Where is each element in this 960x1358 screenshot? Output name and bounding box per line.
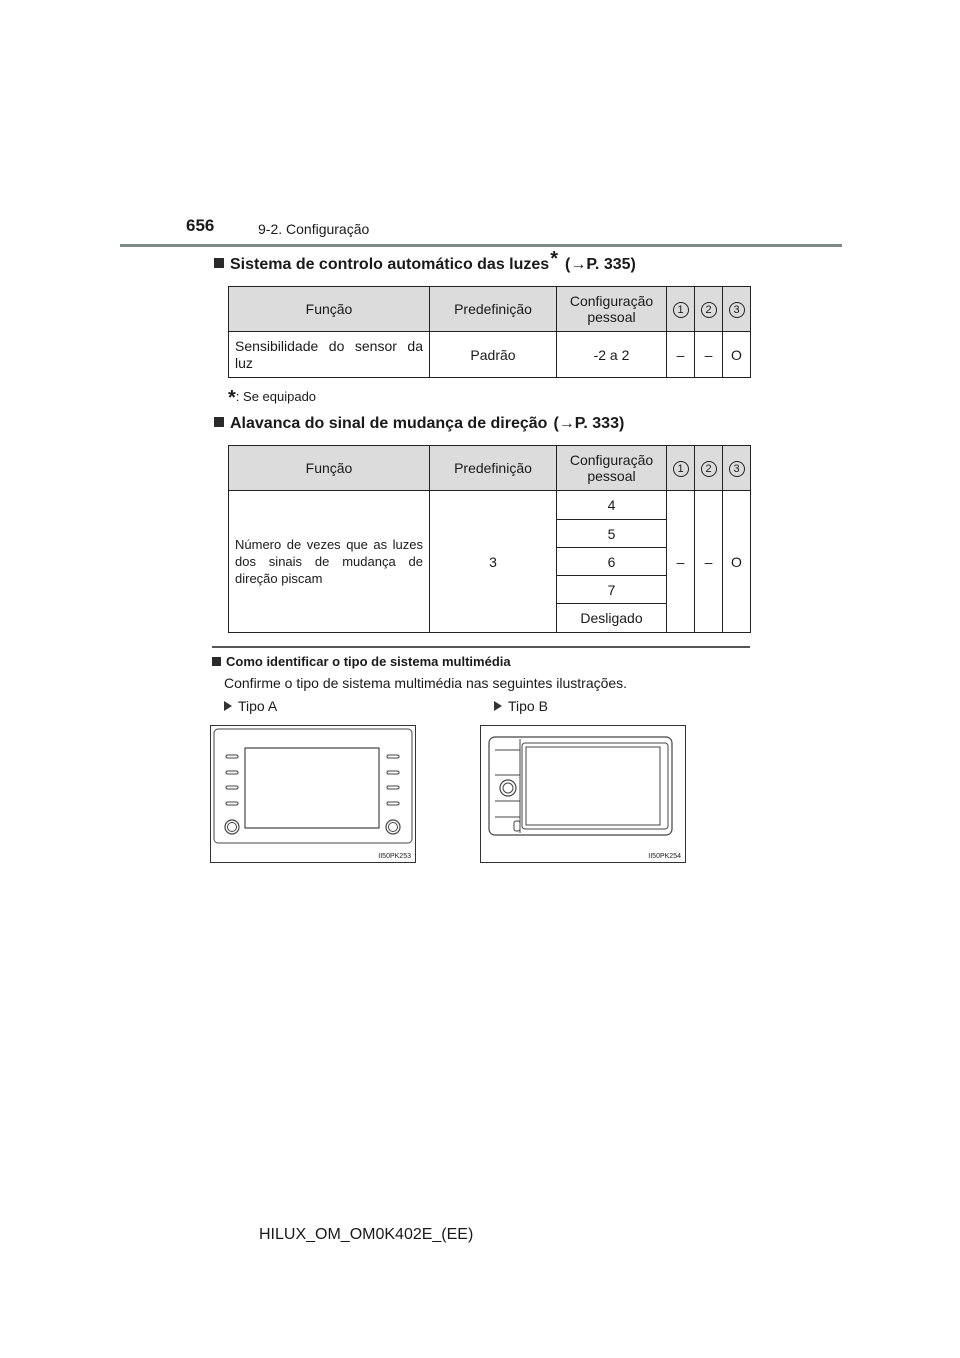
triangle-bullet-icon [494, 701, 502, 711]
header-function: Função [229, 287, 430, 332]
cell-option: 4 [557, 491, 667, 520]
multimedia-type-a-icon [210, 725, 416, 863]
chapter-title: 9-2. Configuração [258, 221, 370, 237]
cell-personal: -2 a 2 [557, 332, 667, 378]
square-bullet-icon [212, 657, 221, 666]
page-reference: (→P. 335) [564, 256, 636, 273]
section-heading-turn-signal [214, 415, 624, 433]
cell-col-3: O [723, 332, 751, 378]
illustration-code: II50PK253 [378, 853, 411, 860]
type-b-label [494, 698, 548, 714]
cell-col-3: O [723, 491, 751, 633]
cell-default: 3 [430, 491, 557, 633]
note-separator [212, 646, 750, 648]
section-title: Alavanca do sinal de mudança de direção [230, 415, 548, 432]
triangle-bullet-icon [224, 701, 232, 711]
footnote-text: : Se equipado [235, 389, 317, 404]
header-function: Função [229, 446, 430, 491]
type-a-text: Tipo A [238, 698, 278, 714]
illustration-type-b [480, 725, 686, 863]
footnote [228, 384, 316, 407]
circled-2-icon: 2 [701, 461, 717, 477]
cell-col-2: – [695, 491, 723, 633]
circled-1-icon: 1 [673, 461, 689, 477]
cell-option: Desligado [557, 604, 667, 633]
header-personal: Configuração pessoal [557, 287, 667, 332]
header-col-1 [667, 287, 695, 332]
section-title: Sistema de controlo automático das luzes [230, 256, 550, 273]
cell-col-2: – [695, 332, 723, 378]
header-col-3 [723, 287, 751, 332]
header-default: Predefinição [430, 446, 557, 491]
type-a-label [224, 698, 277, 714]
circled-2-icon: 2 [701, 302, 717, 318]
settings-table-auto-lights [228, 286, 751, 378]
header-rule [120, 244, 842, 247]
header-default: Predefinição [430, 287, 557, 332]
header-col-2 [695, 446, 723, 491]
cell-function: Sensibilidade do sensor da luz [229, 332, 430, 378]
note-heading [212, 654, 511, 669]
square-bullet-icon [214, 258, 224, 268]
note-text: Confirme o tipo de sistema multimédia nas seguintes ilustrações. [224, 675, 628, 691]
section-heading-auto-lights: Sistema de controlo automático das luzes * (→P. 335) [214, 256, 636, 274]
header-col-1 [667, 446, 695, 491]
circled-3-icon: 3 [729, 461, 745, 477]
cell-col-1: – [667, 491, 695, 633]
square-bullet-icon [214, 417, 224, 427]
note-title: Como identificar o tipo de sistema multimédia [226, 654, 511, 669]
settings-table-turn-signal [228, 445, 751, 633]
circled-1-icon: 1 [673, 302, 689, 318]
cell-option: 6 [557, 548, 667, 576]
asterisk-icon: * [228, 387, 236, 409]
header-col-3 [723, 446, 751, 491]
cell-default: Padrão [430, 332, 557, 378]
type-b-text: Tipo B [508, 698, 548, 714]
illustration-code: II50PK254 [648, 853, 681, 860]
multimedia-type-b-icon [480, 725, 686, 863]
cell-option: 7 [557, 576, 667, 604]
header-col-2 [695, 287, 723, 332]
header-personal: Configuração pessoal [557, 446, 667, 491]
cell-function: Número de vezes que as luzes dos sinais de mudança de direção piscam [229, 491, 430, 633]
page-reference: (→P. 333) [553, 415, 625, 432]
cell-col-1: – [667, 332, 695, 378]
document-code: HILUX_OM_OM0K402E_(EE) [259, 1226, 474, 1243]
page-number: 656 [186, 216, 215, 235]
illustration-type-a [210, 725, 416, 863]
circled-3-icon: 3 [729, 302, 745, 318]
cell-option: 5 [557, 520, 667, 548]
